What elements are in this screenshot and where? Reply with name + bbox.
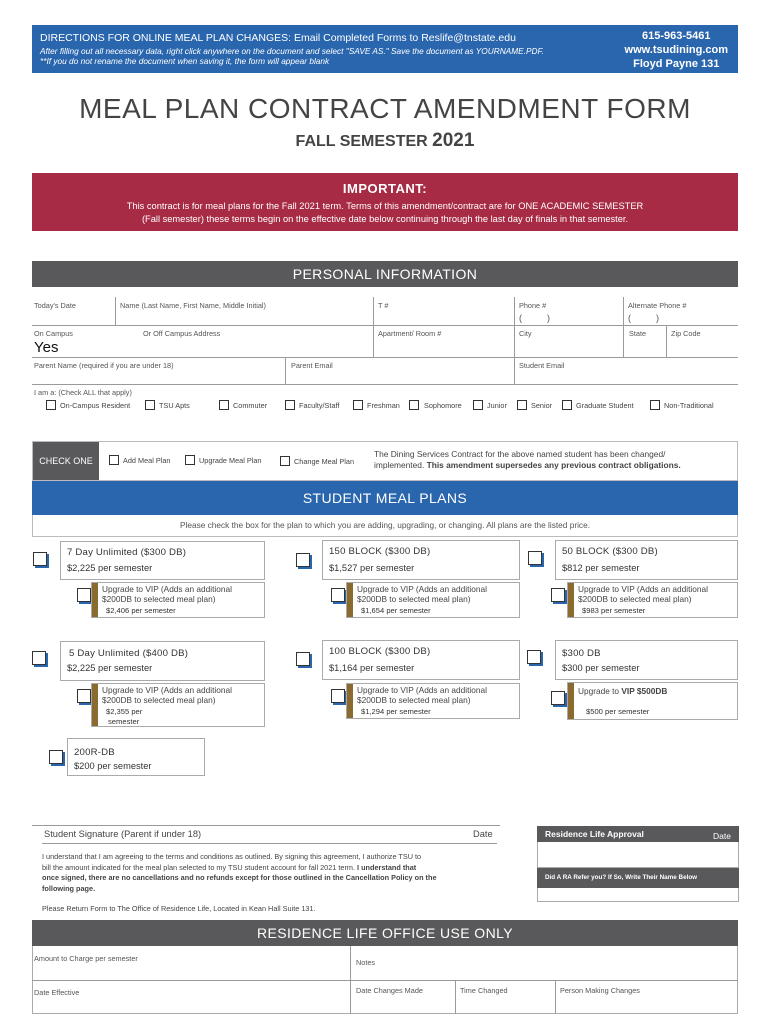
- important-line-2: (Fall semester) these terms begin on the effective date below continuing through the last day of finals in that semester.: [141, 214, 629, 224]
- vip-db: $200DB to selected meal plan): [578, 594, 692, 604]
- vip-price: $983 per semester: [582, 606, 646, 615]
- rl-approval-field[interactable]: [537, 842, 739, 868]
- status-checkbox[interactable]: [145, 400, 155, 410]
- plan-150block-box: [322, 540, 520, 580]
- vip-300db-checkbox[interactable]: [551, 691, 565, 705]
- vip-upgrade: Upgrade to: [578, 686, 622, 696]
- divider: [350, 946, 351, 1014]
- vip-adds: (Adds an additional: [413, 584, 487, 594]
- status-checkbox[interactable]: [473, 400, 483, 410]
- status-checkbox[interactable]: [353, 400, 363, 410]
- plan-50block-box: [555, 540, 738, 580]
- contract-line-2b: This amendment supersedes any previous contract obligations.: [426, 460, 681, 470]
- legal-line-2: [42, 863, 497, 874]
- vip-text: [357, 584, 487, 604]
- vip-upgrade: Upgrade to VIP: [102, 584, 159, 594]
- divider: [32, 980, 738, 981]
- vip-adds: (Adds an additional: [413, 685, 487, 695]
- rl-date-label: Date: [713, 831, 731, 841]
- upgrade-meal-plan-checkbox[interactable]: [185, 455, 195, 465]
- on-campus-label: On Campus: [34, 329, 73, 338]
- add-meal-plan-label: Add Meal Plan: [123, 456, 171, 465]
- vip-price: $2,406 per semester: [106, 606, 176, 615]
- parent-name-label: Parent Name (required if you are under 18): [34, 361, 174, 370]
- status-label: Senior: [531, 401, 553, 410]
- signature-underline: [42, 843, 497, 844]
- vip-stripe: [347, 583, 353, 617]
- important-heading: IMPORTANT:: [342, 181, 428, 196]
- divider: [514, 297, 515, 325]
- change-meal-plan-label: Change Meal Plan: [294, 457, 355, 466]
- contract-line-2a: implemented.: [374, 460, 427, 470]
- vip-upgrade: Upgrade to VIP: [578, 584, 635, 594]
- vip-7day-checkbox[interactable]: [77, 588, 91, 602]
- important-line-1: This contract is for meal plans for the Fall 2021 term. Terms of this amendment/contract are for ONE ACADEMIC SEMESTER: [126, 201, 644, 211]
- contract-statement: [374, 449, 736, 471]
- vip-300db-box: [567, 682, 738, 720]
- plan-7day-checkbox[interactable]: [33, 552, 47, 566]
- plan-100block-box: [322, 640, 520, 680]
- divider: [373, 325, 374, 357]
- plan-price: $1,527 per semester: [329, 563, 415, 573]
- vip-100block-box: [346, 683, 520, 719]
- important-box: [32, 173, 738, 231]
- student-email-label: Student Email: [519, 361, 565, 370]
- time-changed-label: Time Changed: [460, 986, 508, 995]
- ra-referral-header: [537, 868, 739, 888]
- notes-label: Notes: [356, 958, 376, 967]
- amount-label: Amount to Charge per semester: [34, 954, 138, 963]
- vip-adds: (Adds an additional: [158, 685, 232, 695]
- status-label: Non-Traditional: [664, 401, 714, 410]
- name-label: Name (Last Name, First Name, Middle Initial): [120, 301, 266, 310]
- plan-price: $1,164 per semester: [329, 663, 415, 673]
- vip-text: [102, 685, 232, 705]
- add-meal-plan-checkbox[interactable]: [109, 455, 119, 465]
- upgrade-meal-plan-label: Upgrade Meal Plan: [199, 456, 262, 465]
- vip-stripe: [568, 583, 574, 617]
- vip-5day-box: [91, 683, 265, 727]
- i-am-label: I am a: (Check ALL that apply): [34, 388, 132, 397]
- status-label: Junior: [487, 401, 507, 410]
- vip-100block-checkbox[interactable]: [331, 689, 345, 703]
- vip-150block-checkbox[interactable]: [331, 588, 345, 602]
- vip-price: $2,355 per: [106, 707, 143, 716]
- vip-text: [102, 584, 232, 604]
- vip-150block-box: [346, 582, 520, 618]
- legal-line-4: following page.: [42, 883, 96, 893]
- vip-db: $200DB to selected meal plan): [102, 594, 216, 604]
- divider: [514, 357, 515, 384]
- ra-name-field[interactable]: [537, 888, 739, 902]
- status-label: TSU Apts: [159, 401, 190, 410]
- plan-title: 5 Day Unlimited ($400 DB): [69, 648, 189, 659]
- form-title: MEAL PLAN CONTRACT AMENDMENT FORM: [79, 93, 691, 124]
- vip-upgrade: Upgrade to VIP: [357, 685, 414, 695]
- off-campus-label: Or Off Campus Address: [143, 329, 221, 338]
- vip-stripe: [92, 684, 98, 726]
- divider: [514, 325, 515, 357]
- personal-info-heading: PERSONAL INFORMATION: [32, 261, 738, 287]
- legal-line-1: I understand that I am agreeing to the terms and conditions as outlined. By signing this agreement, I authorize TSU to: [42, 852, 422, 861]
- person-label: Person Making Changes: [560, 986, 640, 995]
- contract-line-1: The Dining Services Contract for the above named student has been changed/: [374, 449, 666, 459]
- status-checkbox[interactable]: [219, 400, 229, 410]
- vip-5day-checkbox[interactable]: [77, 689, 91, 703]
- status-label: Faculty/Staff: [299, 401, 340, 410]
- state-label: State: [629, 329, 647, 338]
- vip-price: $500 per semester: [586, 707, 650, 716]
- vip-50block-box: [567, 582, 738, 618]
- divider: [32, 384, 738, 385]
- divider: [32, 325, 738, 326]
- apartment-label: Apartment/ Room #: [378, 329, 442, 338]
- return-form-text: Please Return Form to The Office of Residence Life, Located in Kean Hall Suite 131.: [42, 904, 316, 913]
- todays-date-label: Today's Date: [34, 301, 76, 310]
- student-meal-plans-heading: STUDENT MEAL PLANS: [32, 481, 738, 515]
- phone-label: Phone #: [519, 301, 547, 310]
- vip-db: $500DB: [634, 686, 668, 696]
- plan-title: 7 Day Unlimited ($300 DB): [67, 547, 187, 558]
- status-label: Graduate Student: [576, 401, 634, 410]
- plan-price: $2,225 per semester: [67, 663, 153, 673]
- vip-upgrade: Upgrade to VIP: [102, 685, 159, 695]
- t-number-label: T #: [378, 301, 389, 310]
- divider: [623, 325, 624, 357]
- vip-stripe: [92, 583, 98, 617]
- office-use-heading: RESIDENCE LIFE OFFICE USE ONLY: [32, 920, 738, 946]
- directions-save-text: After filling out all necessary data, right click anywhere on the document and select "SAVE AS." Save the document as YOURNAME.PDF.: [40, 46, 544, 56]
- plan-50block-checkbox[interactable]: [528, 551, 542, 565]
- plan-price: $200 per semester: [74, 761, 152, 771]
- plan-title: 150 BLOCK ($300 DB): [329, 546, 431, 557]
- status-checkbox[interactable]: [409, 400, 419, 410]
- semester-year: 2021: [432, 130, 475, 151]
- plan-100block-checkbox[interactable]: [296, 652, 310, 666]
- parent-email-label: Parent Email: [291, 361, 333, 370]
- plan-title: 200R-DB: [74, 747, 115, 758]
- zip-label: Zip Code: [671, 329, 701, 338]
- city-label: City: [519, 329, 532, 338]
- plan-7day-box: [60, 541, 265, 580]
- directions-text: DIRECTIONS FOR ONLINE MEAL PLAN CHANGES: Email Completed Forms to Reslife@tnstate.edu: [40, 32, 516, 44]
- contact-info: [625, 29, 728, 71]
- legal-line-2a: bill the amount indicated for the meal plan selected to my TSU student account for fall 2021 term.: [42, 862, 358, 872]
- date-changes-label: Date Changes Made: [356, 986, 423, 995]
- check-one-label: CHECK ONE: [33, 442, 99, 480]
- status-label: Commuter: [233, 401, 268, 410]
- divider: [115, 297, 116, 325]
- plan-200rdb-box: [67, 738, 205, 776]
- vip-bold: VIP: [621, 686, 635, 696]
- divider: [285, 357, 286, 384]
- student-signature-label: Student Signature (Parent if under 18): [44, 829, 202, 839]
- vip-db: $200DB to selected meal plan): [357, 594, 471, 604]
- vip-text: [578, 686, 667, 696]
- plan-price: $2,225 per semester: [67, 563, 153, 573]
- status-checkbox[interactable]: [650, 400, 660, 410]
- status-label: Sophomore: [424, 401, 462, 410]
- vip-adds: (Adds an additional: [634, 584, 708, 594]
- vip-stripe: [568, 683, 574, 719]
- signature-line: [32, 825, 500, 826]
- rl-approval-label: Residence Life Approval: [545, 829, 644, 839]
- directions-banner: [32, 25, 738, 73]
- plan-300db-box: [555, 640, 738, 680]
- plan-5day-checkbox[interactable]: [32, 651, 46, 665]
- plan-300db-checkbox[interactable]: [527, 650, 541, 664]
- contract-line-2: [374, 460, 736, 471]
- status-checkbox[interactable]: [562, 400, 572, 410]
- signature-date-label: Date: [473, 829, 493, 839]
- vip-price-cont: semester: [108, 717, 140, 726]
- plan-price: $300 per semester: [562, 663, 640, 673]
- plans-note: Please check the box for the plan to which you are adding, upgrading, or changing. All plans are the listed price.: [32, 515, 738, 537]
- divider: [555, 980, 556, 1014]
- status-label: Freshman: [367, 401, 400, 410]
- vip-db: $200DB to selected meal plan): [102, 695, 216, 705]
- plan-title: $300 DB: [562, 648, 601, 659]
- plan-title: 50 BLOCK ($300 DB): [562, 546, 658, 557]
- vip-upgrade: Upgrade to VIP: [357, 584, 414, 594]
- semester-title: [0, 130, 770, 152]
- legal-text: [42, 852, 497, 915]
- plan-200rdb-checkbox[interactable]: [49, 750, 63, 764]
- date-effective-label: Date Effective: [34, 988, 80, 997]
- phone-paren[interactable]: ( ): [519, 313, 550, 323]
- plan-150block-checkbox[interactable]: [296, 553, 310, 567]
- legal-line-2b: I understand that: [357, 862, 417, 872]
- vip-7day-box: [91, 582, 265, 618]
- vip-text: [357, 685, 487, 705]
- vip-50block-checkbox[interactable]: [551, 588, 565, 602]
- vip-text: [578, 584, 708, 604]
- vip-db: $200DB to selected meal plan): [357, 695, 471, 705]
- plan-price: $812 per semester: [562, 563, 640, 573]
- legal-line-3: once signed, there are no cancellations and no refunds except for those outlined in the Cancellation Policy on the: [42, 873, 437, 882]
- status-checkbox[interactable]: [285, 400, 295, 410]
- plan-title: 100 BLOCK ($300 DB): [329, 646, 431, 657]
- divider: [32, 357, 738, 358]
- semester-prefix: FALL SEMESTER: [295, 133, 433, 150]
- vip-price: $1,294 per semester: [361, 707, 431, 716]
- divider: [666, 325, 667, 357]
- status-checkbox[interactable]: [517, 400, 527, 410]
- ra-referral-label: Did A RA Refer you? If So, Write Their Name Below: [545, 874, 698, 881]
- status-label: On-Campus Resident: [60, 401, 131, 410]
- contact-website[interactable]: www.tsudining.com: [624, 44, 728, 56]
- vip-adds: (Adds an additional: [158, 584, 232, 594]
- alt-phone-label: Alternate Phone #: [628, 301, 687, 310]
- divider: [623, 297, 624, 325]
- directions-rename-text: **If you do not rename the document when saving it, the form will appear blank: [40, 56, 330, 66]
- change-meal-plan-checkbox[interactable]: [280, 456, 290, 466]
- divider: [373, 297, 374, 325]
- rl-approval-header: [537, 826, 739, 842]
- alt-phone-paren[interactable]: ( ): [628, 313, 659, 323]
- vip-price: $1,654 per semester: [361, 606, 431, 615]
- status-checkbox[interactable]: [46, 400, 56, 410]
- on-campus-value[interactable]: Yes: [34, 339, 59, 356]
- contact-office: Floyd Payne 131: [633, 58, 720, 70]
- contact-phone: 615-963-5461: [642, 30, 711, 42]
- plan-5day-box: [60, 641, 265, 681]
- vip-stripe: [347, 684, 353, 718]
- divider: [455, 980, 456, 1014]
